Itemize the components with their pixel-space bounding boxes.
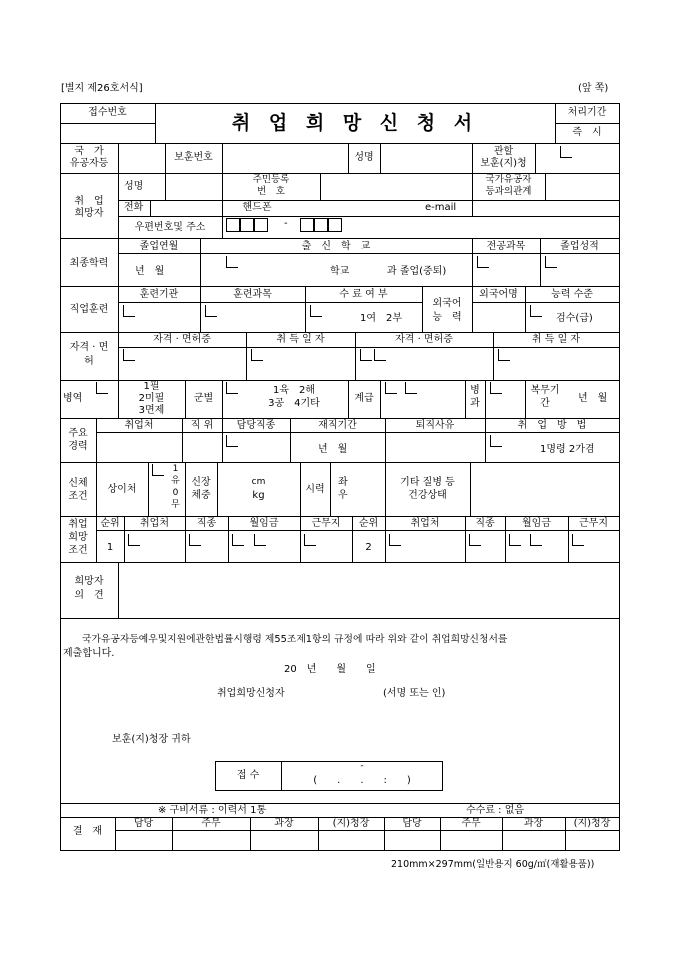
license-label-2: 허 [84, 356, 94, 367]
cert2-header: 자격 · 면허증 [395, 334, 453, 345]
grad-year-month: 년 월 [135, 266, 165, 277]
school-type-checkbox[interactable] [226, 256, 238, 268]
unit-cm: cm [251, 477, 266, 487]
dept-grad-suffix: 과 졸업(중퇴) [387, 266, 447, 277]
attachment-label: [별지 제26호서식] [61, 83, 143, 94]
office-checkbox[interactable] [560, 146, 572, 158]
desired-employer-checkbox-a[interactable] [128, 534, 140, 546]
cert2-checkbox-b[interactable] [374, 349, 386, 361]
other-health-1: 기타 질병 등 [400, 477, 455, 488]
phone-label: 전화 [124, 202, 144, 213]
career-label-2: 경력 [68, 441, 88, 452]
completion-options: 1여 2부 [360, 313, 403, 324]
grad-date-header: 졸업연월 [139, 241, 179, 252]
relation-label-2: 등과의관계 [485, 186, 532, 197]
postal-box-5[interactable] [314, 218, 328, 232]
postal-box-1[interactable] [226, 218, 240, 232]
body-label-2: 조건 [68, 491, 88, 502]
processing-period-label: 처리기간 [567, 107, 607, 118]
military-status-3: 3면제 [138, 405, 165, 416]
reason-header: 퇴직사유 [415, 420, 455, 431]
vision-label: 시력 [305, 484, 325, 495]
rank-checkbox-b[interactable] [405, 382, 417, 394]
postal-label: 우편번호및 주소 [134, 222, 206, 233]
approval-role: (지)청장 [573, 818, 611, 829]
level-header: 능력 수준 [551, 289, 593, 300]
injury-label: 상이처 [107, 484, 137, 495]
required-docs: ※ 구비서류 : 이력서 1통 [158, 805, 267, 816]
postal-box-4[interactable] [300, 218, 314, 232]
addressee: 보훈(지)청장 귀하 [112, 734, 191, 745]
branch-options-1: 1육 2해 [272, 385, 316, 396]
approval-role: (지)청장 [332, 818, 370, 829]
opinion-label-1: 희망자 [74, 576, 104, 587]
level-value: 검수(급) [556, 313, 593, 324]
height-weight-1: 신장 [191, 477, 211, 488]
period-value: 년 월 [318, 444, 348, 455]
training-course-header: 훈련과목 [233, 289, 272, 300]
branch-checkbox[interactable] [226, 382, 238, 394]
duty-header: 담당직종 [236, 420, 276, 431]
page-title: 취 업 희 망 신 청 서 [231, 112, 479, 134]
license-label-1: 자격 · 면 [69, 342, 109, 353]
approval-role: 과장 [274, 818, 294, 829]
completion-checkbox[interactable] [310, 305, 322, 317]
injury-checkbox[interactable] [152, 464, 164, 476]
military-status-2: 2미필 [138, 393, 165, 404]
position-header: 직 위 [190, 420, 214, 431]
foreign-lang-label-2: 능 력 [432, 312, 462, 323]
desired-label-2: 희망 [68, 532, 88, 543]
desired-job-checkbox-b[interactable] [469, 534, 481, 546]
approval-role: 주무 [201, 818, 221, 829]
service-label-2: 간 [540, 398, 550, 409]
service-label-1: 복무기 [530, 385, 560, 396]
school-suffix: 학교 [330, 266, 350, 277]
other-health-2: 건강상태 [408, 490, 447, 501]
office-label-1: 관할 [493, 146, 514, 157]
desired-wage-checkbox-a2[interactable] [254, 534, 266, 546]
rrn-label-1: 주민등록 [252, 174, 290, 185]
desired-rank-header-b: 순위 [358, 518, 379, 529]
desired-employer-checkbox-b[interactable] [389, 534, 401, 546]
date2-checkbox[interactable] [498, 349, 510, 361]
cert2-checkbox-a[interactable] [360, 349, 372, 361]
military-label: 병역 [63, 393, 83, 404]
mos-label-1: 병 [470, 385, 480, 396]
career-label-1: 주요 [68, 428, 88, 439]
mobile-label: 핸드폰 [242, 202, 272, 213]
desired-rank-header-a: 순위 [100, 518, 120, 529]
date1-checkbox[interactable] [251, 349, 263, 361]
desired-job-checkbox-a[interactable] [189, 534, 201, 546]
school-header: 출 신 학 교 [301, 241, 371, 252]
receipt-value: ( . . : ) [313, 775, 411, 786]
processing-period-value: 즉 시 [572, 127, 602, 138]
postal-box-6[interactable] [328, 218, 342, 232]
desired-employer-header-b: 취업처 [410, 518, 440, 529]
paper-size-note: 210mm×297mm(일반용지 60g/㎡(재활용품)) [391, 859, 595, 870]
desired-location-header-a: 근무지 [311, 518, 341, 529]
training-institution-checkbox[interactable] [123, 305, 135, 317]
employer-header: 취업처 [124, 420, 154, 431]
cert1-checkbox[interactable] [123, 349, 135, 361]
rrn-label-2: 번 호 [257, 186, 285, 197]
rank-label: 계급 [354, 393, 374, 404]
fee: 수수료 : 없음 [466, 805, 525, 816]
military-status-checkbox[interactable] [96, 382, 108, 394]
approval-role: 담당 [402, 818, 422, 829]
desired-location-header-b: 근무지 [579, 518, 608, 529]
page-side-label: (앞 쪽) [578, 83, 609, 94]
vision-left: 좌 [338, 477, 348, 488]
receipt-dash: - [360, 761, 364, 771]
date2-header: 취 득 일 자 [531, 334, 581, 345]
completion-header: 수 료 여 부 [339, 289, 388, 300]
desired-location-checkbox-b[interactable] [572, 534, 584, 546]
vision-right: 우 [338, 490, 348, 501]
method-value: 1명령 2가겸 [540, 444, 595, 455]
applicant-name-label: 성명 [124, 181, 144, 192]
applicant-label-2: 희망자 [74, 208, 104, 219]
method-checkbox[interactable] [490, 435, 502, 447]
desired-rank-a: 1 [106, 542, 114, 553]
applicant-signer-label: 취업희망신청자 [217, 688, 285, 699]
postal-dash: - [284, 218, 288, 229]
period-header: 재직기간 [318, 420, 357, 431]
military-status-1: 1필 [143, 381, 160, 392]
height-weight-2: 체중 [191, 490, 211, 501]
receipt-label: 접 수 [236, 770, 260, 781]
declaration-line-1: 국가유공자등예우및지원에관한법률시행령 제55조제1항의 규정에 따라 위와 같이 취업희망신청서를 [82, 634, 508, 645]
approval-label: 결 재 [72, 826, 103, 837]
signature-hint: (서명 또는 인) [383, 688, 446, 699]
injury-flag-4: 무 [171, 500, 180, 510]
declaration-line-2: 제출합니다. [63, 648, 115, 659]
mos-label-2: 과 [470, 398, 480, 409]
veteran-name-label: 성명 [354, 152, 374, 163]
veteran-label-1: 국 가 [74, 146, 104, 157]
branch-label: 군별 [193, 393, 214, 404]
desired-label-1: 취업 [68, 519, 88, 530]
desired-job-header-a: 직종 [196, 518, 217, 529]
injury-flag-2: 유 [171, 476, 180, 486]
approval-role: 담당 [133, 818, 154, 829]
branch-options-2: 3공 4기타 [268, 398, 320, 409]
approval-role: 주무 [461, 818, 481, 829]
desired-job-header-b: 직종 [475, 518, 495, 529]
service-value: 년 월 [578, 393, 608, 404]
body-label-1: 신체 [68, 478, 88, 489]
postal-box-3[interactable] [254, 218, 268, 232]
receipt-number-label: 접수번호 [88, 107, 127, 118]
major-header: 전공과목 [486, 241, 526, 252]
desired-location-checkbox-a[interactable] [304, 534, 316, 546]
training-label: 직업훈련 [69, 304, 109, 315]
desired-label-3: 조건 [68, 545, 88, 556]
major-checkbox[interactable] [477, 256, 489, 268]
education-label: 최종학력 [69, 258, 109, 269]
email-label: e-mail [425, 202, 457, 213]
declaration-date: 20 년 월 일 [284, 664, 376, 675]
cert1-header: 자격 · 면허증 [153, 334, 211, 345]
desired-employer-header-a: 취업처 [140, 518, 169, 529]
date1-header: 취 득 일 자 [276, 334, 325, 345]
desired-wage-checkbox-b2[interactable] [530, 534, 542, 546]
foreign-lang-label-1: 외국어 [432, 298, 462, 309]
training-course-checkbox[interactable] [205, 305, 217, 317]
desired-wage-header-a: 월임금 [249, 518, 279, 529]
level-checkbox[interactable] [530, 305, 542, 317]
desired-wage-checkbox-b1[interactable] [509, 534, 521, 546]
approval-role: 과장 [523, 818, 544, 829]
relation-label-1: 국가유공자 [485, 174, 532, 185]
grade-header: 졸업성적 [560, 241, 599, 252]
desired-rank-b: 2 [365, 542, 372, 553]
postal-box-2[interactable] [240, 218, 254, 232]
method-header: 취 업 방 법 [517, 420, 587, 431]
veteran-label-2: 유공자등 [69, 158, 109, 169]
training-institution-header: 훈련기관 [139, 289, 179, 300]
mos-checkbox[interactable] [490, 382, 502, 394]
rank-checkbox-a[interactable] [385, 382, 397, 394]
applicant-label-1: 취 업 [74, 196, 104, 207]
bohun-number-label: 보훈번호 [174, 152, 213, 163]
language-header: 외국어명 [479, 289, 518, 300]
injury-flag-3: 0 [172, 488, 179, 498]
office-label-2: 보훈(지)청 [480, 158, 527, 169]
duty-checkbox[interactable] [226, 435, 238, 447]
desired-wage-checkbox-a1[interactable] [232, 534, 244, 546]
injury-flag-1: 1 [172, 464, 179, 474]
unit-kg: kg [252, 490, 265, 501]
opinion-label-2: 의 견 [74, 590, 104, 601]
grade-checkbox[interactable] [545, 256, 557, 268]
desired-wage-header-b: 월임금 [522, 518, 551, 529]
